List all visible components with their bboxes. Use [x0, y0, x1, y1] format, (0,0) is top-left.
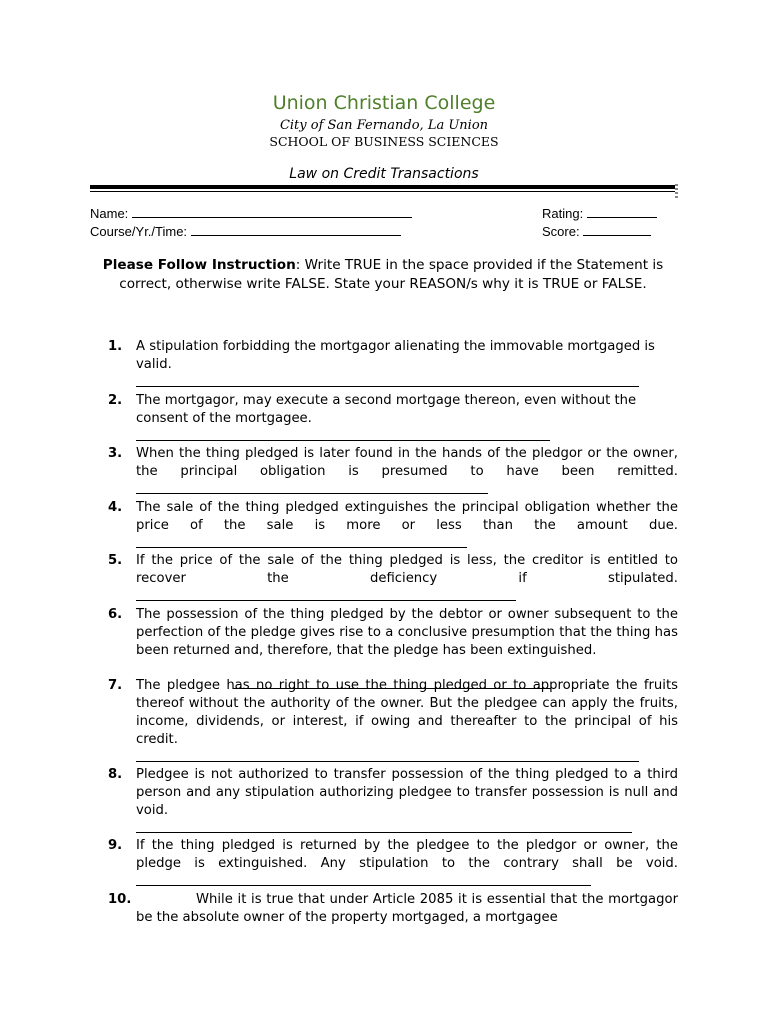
question-number: 2. — [108, 393, 123, 408]
question-item — [108, 445, 678, 500]
question-item — [108, 606, 678, 660]
question-text: The mortgagor, may execute a second mortgage thereon, even without the consent of the mortgagee. — [136, 393, 637, 426]
instruction-lead: Please Follow Instruction — [102, 257, 296, 273]
rating-label: Rating: — [542, 206, 584, 221]
question-text: The possession of the thing pledged by the debtor or owner subsequent to the perfection of the pledge gives rise to a conclusive presumption that the thing has been returned and, therefore, that the pledge has been extinguished. — [136, 607, 678, 658]
header-divider — [90, 185, 675, 189]
question-number: 5. — [108, 553, 123, 568]
question-number: 4. — [108, 500, 123, 515]
question-text: The pledgee has no right to use the thing pledged or to appropriate the fruits thereof without the authority of the owner. But the pledgee can apply the fruits, income, dividends, or interest, if owing and thereafter to the principal of his credit. — [136, 678, 678, 747]
question-number: 8. — [108, 767, 123, 782]
name-label: Name: — [90, 206, 129, 221]
rating-field — [542, 205, 657, 221]
course-label: Course/Yr./Time: — [90, 224, 188, 239]
question-text: If the thing pledged is returned by the pledgee to the pledgor or owner, the pledge is extinguished. Any stipulation to the contrary shall be void. — [136, 838, 678, 871]
question-item — [108, 891, 678, 927]
answer-line-wrap — [136, 374, 678, 393]
question-item — [108, 677, 678, 768]
college-city: City of San Fernando, La Union — [279, 118, 489, 133]
answer-line[interactable] — [136, 588, 516, 601]
question-item — [108, 392, 678, 447]
question-text: While it is true that under Article 2085 it is essential that the mortgagor be the absolute owner of the property mortgaged, a mortgagee — [136, 892, 678, 925]
question-number: 7. — [108, 678, 123, 693]
question-number: 10. — [108, 892, 132, 907]
question-item — [108, 499, 678, 554]
header-divider-thin — [90, 191, 675, 192]
question-number: 1. — [108, 339, 123, 354]
school-name: SCHOOL OF BUSINESS SCIENCES — [269, 134, 499, 149]
divider-end-mark — [675, 184, 678, 198]
name-blank[interactable] — [132, 205, 412, 218]
question-number: 6. — [108, 607, 123, 622]
answer-line[interactable] — [136, 428, 550, 441]
score-field — [542, 223, 651, 239]
name-field — [90, 205, 412, 221]
answer-line-wrap — [136, 873, 678, 892]
question-text: If the price of the sale of the thing pledged is less, the creditor is entitled to recover the deficiency if stipulated. — [136, 553, 678, 586]
answer-line[interactable] — [136, 535, 467, 548]
instruction-body: : Write TRUE in the space provided if the Statement is correct, otherwise write FALSE. State your REASON/s why it is TRUE or FALSE. — [119, 257, 664, 292]
question-text: When the thing pledged is later found in the hands of the pledgor or the owner, the principal obligation is presumed to have been remitted. — [136, 446, 678, 479]
question-item — [108, 338, 678, 393]
answer-line-wrap — [136, 588, 678, 607]
instruction-block — [90, 256, 676, 293]
answer-line[interactable] — [136, 820, 632, 833]
score-blank[interactable] — [583, 223, 651, 236]
question-text: The sale of the thing pledged extinguishes the principal obligation whether the price of the sale is more or less than the amount due. — [136, 500, 678, 533]
question-number: 9. — [108, 838, 123, 853]
question-number: 3. — [108, 446, 123, 461]
score-label: Score: — [542, 224, 580, 239]
course-field — [90, 223, 401, 239]
answer-line[interactable] — [136, 374, 639, 387]
question-text: A stipulation forbidding the mortgagor alienating the immovable mortgaged is valid. — [136, 339, 655, 372]
question-item — [108, 766, 678, 839]
course-blank[interactable] — [191, 223, 401, 236]
answer-line[interactable] — [136, 873, 591, 886]
question-item — [108, 837, 678, 892]
answer-line-wrap — [136, 481, 678, 500]
question-item — [108, 552, 678, 607]
answer-line[interactable] — [136, 481, 488, 494]
subject-title: Law on Credit Transactions — [289, 166, 479, 182]
question-text: Pledgee is not authorized to transfer possession of the thing pledged to a third person and any stipulation authorizing pledgee to transfer possession is null and void. — [136, 767, 678, 818]
rating-blank[interactable] — [587, 205, 657, 218]
answer-line[interactable] — [136, 749, 639, 762]
college-name: Union Christian College — [272, 92, 496, 114]
